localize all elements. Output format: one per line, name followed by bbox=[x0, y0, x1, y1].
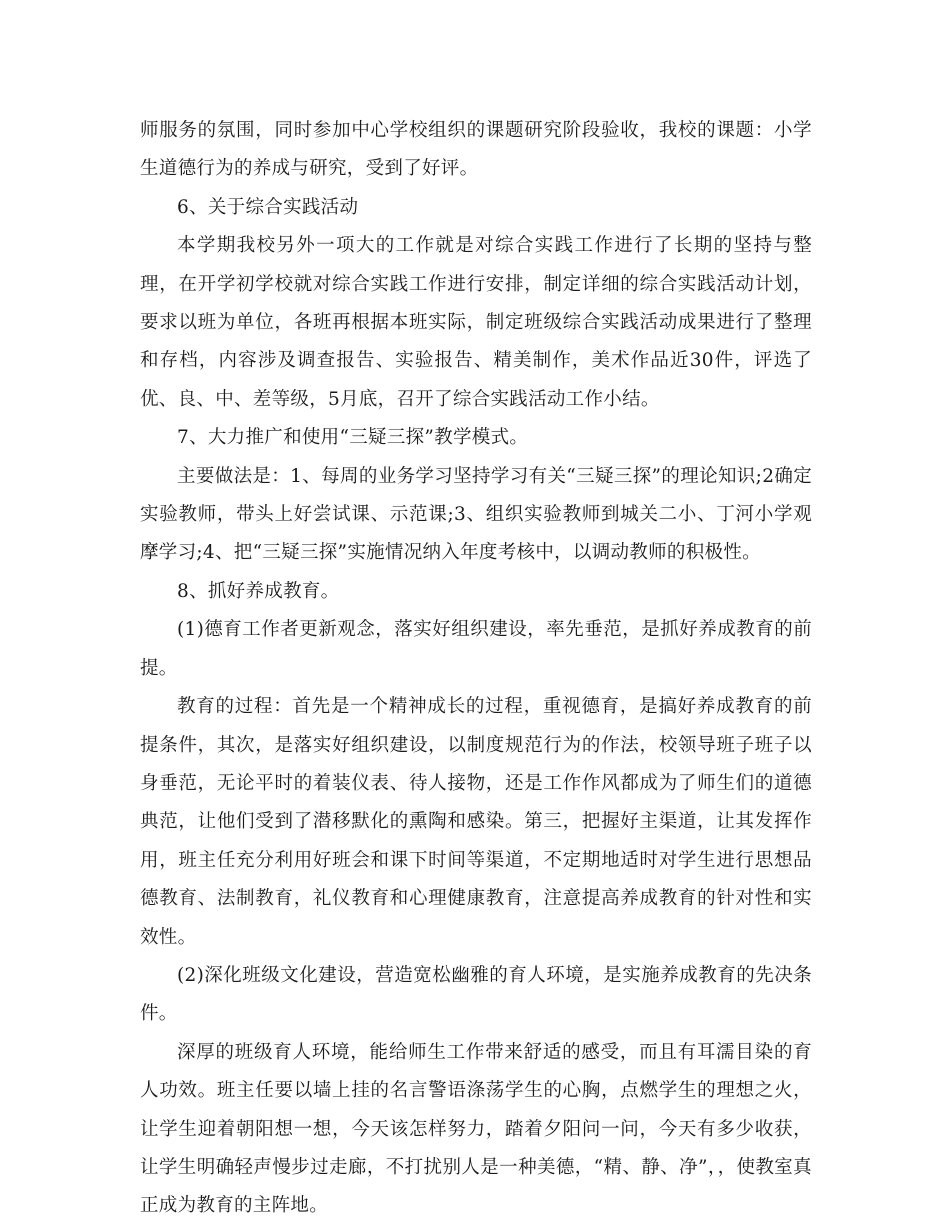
paragraph-practice-activities: 本学期我校另外一项大的工作就是对综合实践工作进行了长期的坚持与整理，在开学初学校就对综合实践工作进行安排，制定详细的综合实践活动计划，要求以班为单位，各班再根据本班实际，制定班级综合实践活动成果进行了整理和存档，内容涉及调查报告、实验报告、精美制作，美术作品近30件，评选了优、良、中、差等级，5月底，召开了综合实践活动工作小结。 bbox=[140, 235, 812, 410]
paragraph-education-process: 教育的过程：首先是一个精神成长的过程，重视德育，是搞好养成教育的前提条件，其次，是落实好组织建设，以制度规范行为的作法，校领导班子班子以身垂范，无论平时的着装仪表、待人接物，还是工作作风都成为了师生们的道德典范，让他们受到了潜移默化的熏陶和感染。第三，把握好主渠道，让其发挥作用，班主任充分利用好班会和课下时间等渠道，不定期地适时对学生进行思想品德教育、法制教育，礼仪教育和心理健康教育，注意提高养成教育的针对性和实效性。 bbox=[140, 696, 812, 948]
paragraph-class-environment: 深厚的班级育人环境，能给师生工作带来舒适的感受，而且有耳濡目染的育人功效。班主任要以墙上挂的名言警语涤荡学生的心胸，点燃学生的理想之火，让学生迎着朝阳想一想，今天该怎样努力，踏着夕阳问一问，今天有多少收获，让学生明确轻声慢步过走廊，不打扰别人是一种美德，“精、静、净”，，使教室真正成为教育的主阵地。 bbox=[140, 1041, 812, 1217]
paragraph-continuation: 师服务的氛围，同时参加中心学校组织的课题研究阶段验收，我校的课题：小学生道德行为的养成与研究，受到了好评。 bbox=[140, 120, 812, 180]
document-body bbox=[140, 112, 812, 1226]
paragraph-main-methods: 主要做法是：1、每周的业务学习坚持学习有关“三疑三探”的理论知识;2确定实验教师，带头上好尝试课、示范课;3、组织实验教师到城关二小、丁河小学观摩学习;4、把“三疑三探”实施情况纳入年度考核中，以调动教师的积极性。 bbox=[140, 465, 812, 564]
subheading-2: (2)深化班级文化建设，营造宽松幽雅的育人环境，是实施养成教育的先决条件。 bbox=[140, 964, 812, 1025]
section-heading-7: 7、大力推广和使用“三疑三探”教学模式。 bbox=[177, 427, 529, 449]
subheading-1: (1)德育工作者更新观念，落实好组织建设，率先垂范，是抓好养成教育的前提。 bbox=[140, 619, 812, 679]
section-heading-6: 6、关于综合实践活动 bbox=[177, 196, 359, 218]
section-heading-8: 8、抓好养成教育。 bbox=[177, 580, 340, 602]
